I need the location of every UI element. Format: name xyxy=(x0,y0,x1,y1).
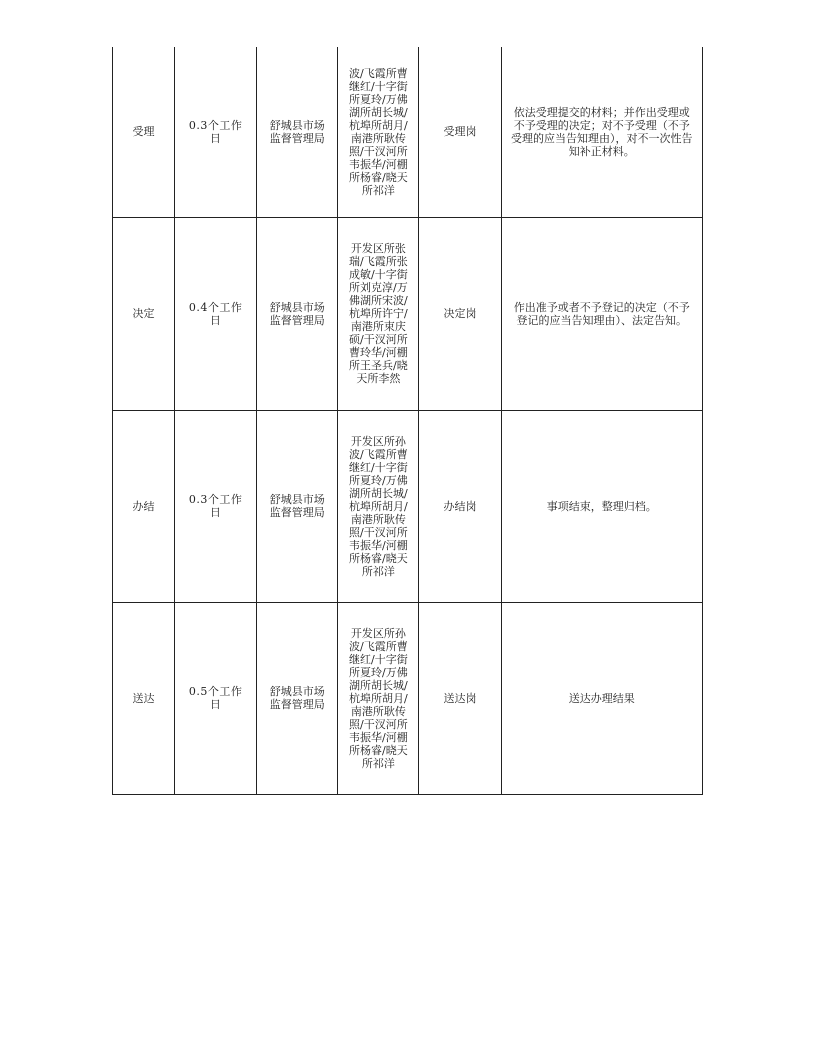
step-cell: 受理 xyxy=(113,47,175,217)
description-text: 依法受理提交的材料；并作出受理或不予受理的决定；对不予受理（不予受理的应当告知理由），对不一次性告知补正材料。 xyxy=(511,105,693,158)
personnel-cell xyxy=(338,217,419,410)
organization-cell xyxy=(257,217,338,410)
personnel-text: 开发区所张瑞/飞霞所张成敏/十字街所刘克淳/万佛湖所宋波/杭埠所许宁/南港所束庆硕/干汊河所曹玲华/河棚所王圣兵/晓天所李然 xyxy=(349,242,408,385)
step-cell: 决定 xyxy=(113,217,175,410)
time-limit-text: 0.3个工作日 xyxy=(188,493,243,519)
post-cell: 受理岗 xyxy=(419,47,501,217)
step-cell: 办结 xyxy=(113,410,175,602)
organization-cell xyxy=(257,47,338,217)
organization-text: 舒城县市场监督管理局 xyxy=(269,685,325,711)
process-table xyxy=(112,47,703,795)
table-row xyxy=(113,602,703,794)
description-text: 送达办理结果 xyxy=(568,691,635,705)
organization-cell xyxy=(257,602,338,794)
description-cell xyxy=(501,602,702,794)
time-limit-cell xyxy=(175,602,257,794)
organization-text: 舒城县市场监督管理局 xyxy=(269,493,325,519)
table-row xyxy=(113,47,703,217)
personnel-cell xyxy=(338,47,419,217)
organization-text: 舒城县市场监督管理局 xyxy=(269,300,325,327)
time-limit-cell xyxy=(175,217,257,410)
post-cell: 办结岗 xyxy=(419,410,501,602)
personnel-text: 开发区所孙波/飞霞所曹继红/十字街所夏玲/万佛湖所胡长城/杭埠所胡月/南港所耿传照/干汊河所韦振华/河棚所杨睿/晓天所祁洋 xyxy=(349,626,408,770)
description-cell xyxy=(501,410,702,602)
time-limit-cell xyxy=(175,410,257,602)
table-row xyxy=(113,217,703,410)
organization-cell xyxy=(257,410,338,602)
personnel-text: 开发区所孙波/飞霞所曹继红/十字街所夏玲/万佛湖所胡长城/杭埠所胡月/南港所耿传照/干汊河所韦振华/河棚所杨睿/晓天所祁洋 xyxy=(349,434,408,578)
time-limit-text: 0.4个工作日 xyxy=(188,300,243,327)
time-limit-text: 0.5个工作日 xyxy=(188,685,243,711)
organization-text: 舒城县市场监督管理局 xyxy=(269,118,325,145)
step-cell: 送达 xyxy=(113,602,175,794)
table-row xyxy=(113,410,703,602)
post-cell: 决定岗 xyxy=(419,217,501,410)
personnel-cell xyxy=(338,410,419,602)
description-text: 事项结束，整理归档。 xyxy=(546,499,657,513)
time-limit-cell xyxy=(175,47,257,217)
description-cell xyxy=(501,217,702,410)
description-text: 作出准予或者不予登记的决定（不予登记的应当告知理由）、法定告知。 xyxy=(513,300,690,327)
time-limit-text: 0.3个工作日 xyxy=(188,118,243,145)
personnel-cell xyxy=(338,602,419,794)
description-cell xyxy=(501,47,702,217)
post-cell: 送达岗 xyxy=(419,602,501,794)
personnel-text: 波/飞霞所曹继红/十字街所夏玲/万佛湖所胡长城/杭埠所胡月/南港所耿传照/干汊河所韦振华/河棚所杨睿/晓天所祁洋 xyxy=(349,66,408,197)
